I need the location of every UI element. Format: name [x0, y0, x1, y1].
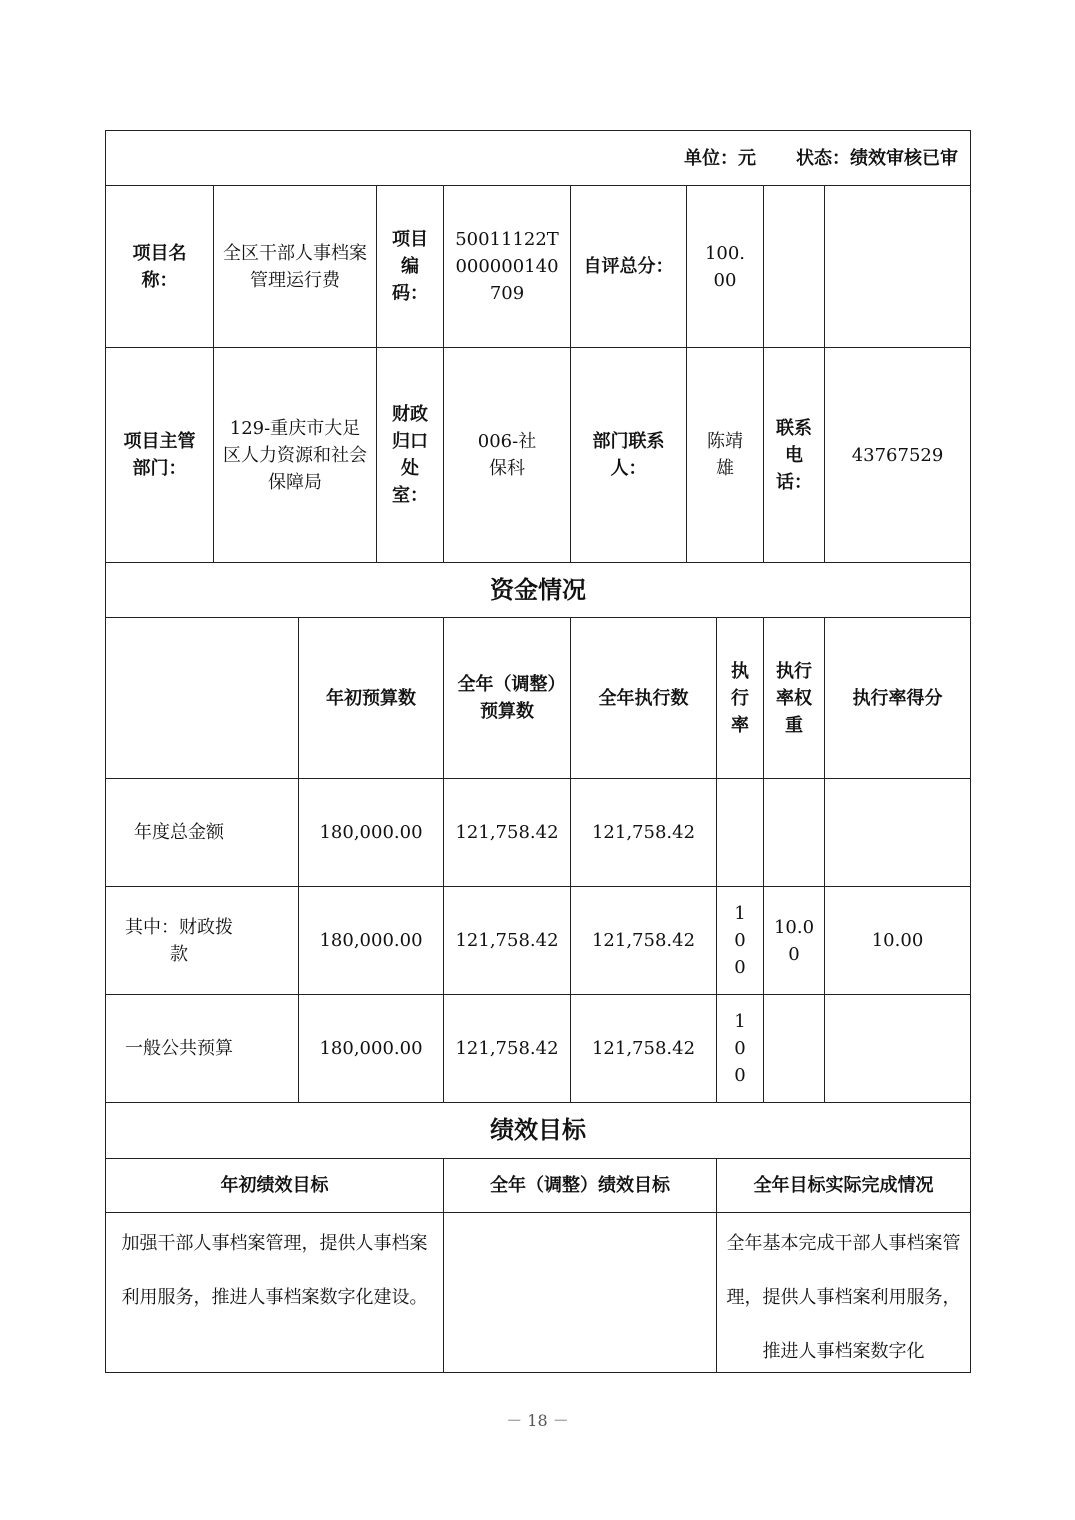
empty-cell [764, 186, 824, 347]
empty-cell [106, 618, 298, 778]
project-name-label: 项目名称： [132, 242, 187, 291]
project-code-value: 50011122T000000140709 [455, 229, 559, 304]
header-unit-status [106, 131, 970, 185]
score-value: 100.00 [704, 242, 746, 291]
funds-row-executed: 121,758.42 [591, 930, 696, 951]
perf-header-actual: 全年目标实际完成情况 [753, 1175, 934, 1196]
funds-section-title: 资金情况 [490, 575, 586, 604]
funds-row-adjusted: 121,758.42 [455, 1038, 559, 1059]
perf-header-initial: 年初绩效目标 [220, 1175, 329, 1196]
funds-row-rate: 100 [734, 1011, 746, 1086]
perf-adjusted-goal [444, 1213, 716, 1372]
funds-row-rate: 100 [734, 903, 746, 978]
funds-row-label: 年度总金额 [134, 822, 224, 843]
perf-header-adjusted: 全年（调整）绩效目标 [490, 1175, 670, 1196]
empty-cell [825, 186, 970, 347]
funds-row-weight [764, 995, 824, 1102]
phone-value: 43767529 [851, 444, 944, 466]
funds-row-score [825, 779, 970, 886]
funds-row-adjusted: 121,758.42 [455, 822, 559, 843]
funds-header-weight: 执行率权重 [776, 660, 812, 736]
funds-row-executed: 121,758.42 [591, 822, 696, 843]
funds-header-adjusted: 全年（调整）预算数 [457, 674, 557, 722]
page-number: － 18 － [506, 1411, 569, 1430]
funds-row-score [825, 995, 970, 1102]
funds-header-executed: 全年执行数 [598, 687, 689, 709]
funds-row-score: 10.00 [871, 930, 924, 951]
funds-header-initial: 年初预算数 [326, 687, 416, 709]
perf-actual: 全年基本完成干部人事档案管理，提供人事档案利用服务，推进人事档案数字化 [726, 1233, 961, 1362]
funds-row-initial: 180,000.00 [319, 1038, 423, 1059]
unit-label: 单位：元 [684, 147, 756, 169]
contact-value: 陈靖雄 [707, 431, 743, 479]
perf-initial-goal: 加强干部人事档案管理，提供人事档案利用服务，推进人事档案数字化建设。 [121, 1233, 428, 1308]
funds-row-adjusted: 121,758.42 [455, 930, 559, 951]
funds-row-label: 一般公共预算 [125, 1038, 233, 1059]
performance-section-title: 绩效目标 [490, 1116, 586, 1144]
funds-row-weight: 10.00 [773, 916, 815, 965]
contact-label: 部门联系人： [592, 431, 665, 479]
finance-office-value: 006-社保科 [477, 431, 537, 479]
project-code-label: 项目编码： [392, 229, 428, 304]
funds-row-initial: 180,000.00 [319, 822, 423, 843]
status-label: 状态：绩效审核已审 [796, 147, 958, 169]
funds-header-score: 执行率得分 [852, 687, 943, 709]
funds-row-label: 其中：财政拨款 [125, 916, 233, 965]
funds-header-rate: 执行率 [731, 660, 749, 736]
funds-row-weight [764, 779, 824, 886]
funds-row-rate [717, 779, 763, 886]
funds-row-initial: 180,000.00 [319, 930, 423, 951]
funds-row-executed: 121,758.42 [591, 1038, 696, 1059]
dept-label: 项目主管部门： [123, 431, 196, 479]
dept-value: 129-重庆市大足区人力资源和社会保障局 [223, 417, 367, 493]
score-label: 自评总分： [583, 256, 674, 277]
project-name-value: 全区干部人事档案管理运行费 [223, 242, 367, 291]
finance-office-label: 财政归口处室： [392, 404, 428, 506]
phone-label: 联系电话： [776, 417, 812, 493]
